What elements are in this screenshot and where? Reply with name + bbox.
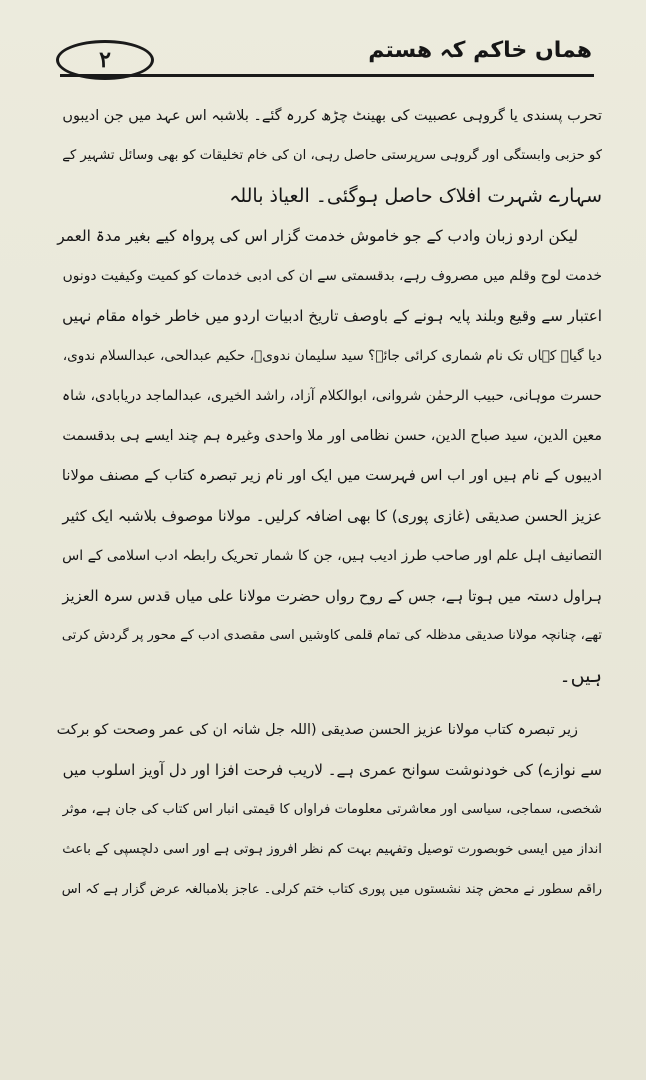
running-title: ھماں خاکم کہ ھستم [368,38,592,63]
text-line: ادیبوں کے نام ہیں اور اب اس فہرست میں ایک اور نام زیر تبصرہ کتاب کے مصنف مولانا [61,467,602,484]
text-line: ہراول دستہ میں ہوتا ہے، جس کے روح رواں حضرت مولانا علی میاں قدس سرہ العزیز [62,587,602,605]
paragraph [57,216,602,696]
text-line: عزیز الحسن صدیقی (غازی پوری) کا بھی اضافہ کرلیں۔ مولانا موصوف بلاشبہ ایک کثیر [62,507,602,525]
text-line: تھے، چنانچہ مولانا صدیقی مدظلہ کی تمام قلمی کاوشیں اسی مقصدی ادب کے محور پر گردش کرتی [61,628,602,643]
text-line: حسرت موہانی، حبیب الرحمٰن شروانی، ابوالکلام آزاد، راشد الخیری، عبدالماجد دریابادی، شاہ [61,388,602,404]
text-line: التصانیف اہل علم اور صاحب طرز ادیب ہیں، جن کا شمار تحریک رابطہ ادب اسلامی کے اس [62,548,602,564]
text-line: زیر تبصرہ کتاب مولانا عزیز الحسن صدیقی (اللہ جل شانہ ان کی عمر وصحت کو برکت [56,722,578,738]
text-line: خدمت لوح وقلم میں مصروف رہے، بدقسمتی سے ان کی ادبی خدمات کو کمیت وکیفیت دونوں [62,268,602,284]
header-rule [60,74,594,77]
page-header [0,0,646,100]
body-text [56,96,602,910]
text-line: لیکن اردو زبان وادب کے جو خاموش خدمت گزار اس کی پرواہ کیے بغیر مدۃ العمر [57,227,578,245]
text-line: سہارے شہرت افلاک حاصل ہوگئی۔ العیاذ باللہ [229,185,602,207]
text-line: دیا گیا۔ کہاں تک نام شماری کرائی جائے؟ سید سلیمان ندویؒ، حکیم عبدالحی، عبدالسلام ندوی، [62,348,602,364]
text-line: اعتبار سے وقیع وبلند پایہ ہونے کے باوصف تاریخ ادبیات اردو میں خاطر خواہ مقام نہیں [62,307,602,325]
paragraph-gap [62,696,602,710]
text-line: تحرب پسندی یا گروہی عصبیت کی بھینٹ چڑھ کررہ گئے۔ بلاشبہ اس عہد میں جن ادیبوں [62,108,602,124]
text-line: راقم سطور نے محض چند نشستوں میں پوری کتاب ختم کرلی۔ عاجز بلامبالغہ عرض گزار ہے کہ اس [61,882,602,897]
paragraph [62,96,602,216]
text-line: سے نوازے) کی خودنوشت سوانح عمری ہے۔ لاریب فرحت افزا اور دل آویز اسلوب میں [62,761,602,779]
page-number: ۲ [56,40,154,80]
text-line: کو حزبی وابستگی اور گروہی سرپرستی حاصل رہی، ان کی خام تخلیقات کو بھی وسائل تشہیر کے [62,148,602,163]
paragraph [56,710,602,910]
text-line: ہیں۔ [559,665,602,687]
text-line: معین الدین، سید صباح الدین، حسن نظامی اور ملا واحدی وغیرہ ہم چند ایسے ہی بدقسمت [62,428,602,444]
text-line: انداز میں ایسی خوبصورت توصیل وتفہیم بہت کم نظر افروز ہوتی ہے اور اسی دلچسپی کے باعث [62,842,602,857]
text-line: شخصی، سماجی، سیاسی اور معاشرتی معلومات فراواں کا قیمتی انبار اس کتاب کی جان ہے، موثر [62,802,602,817]
